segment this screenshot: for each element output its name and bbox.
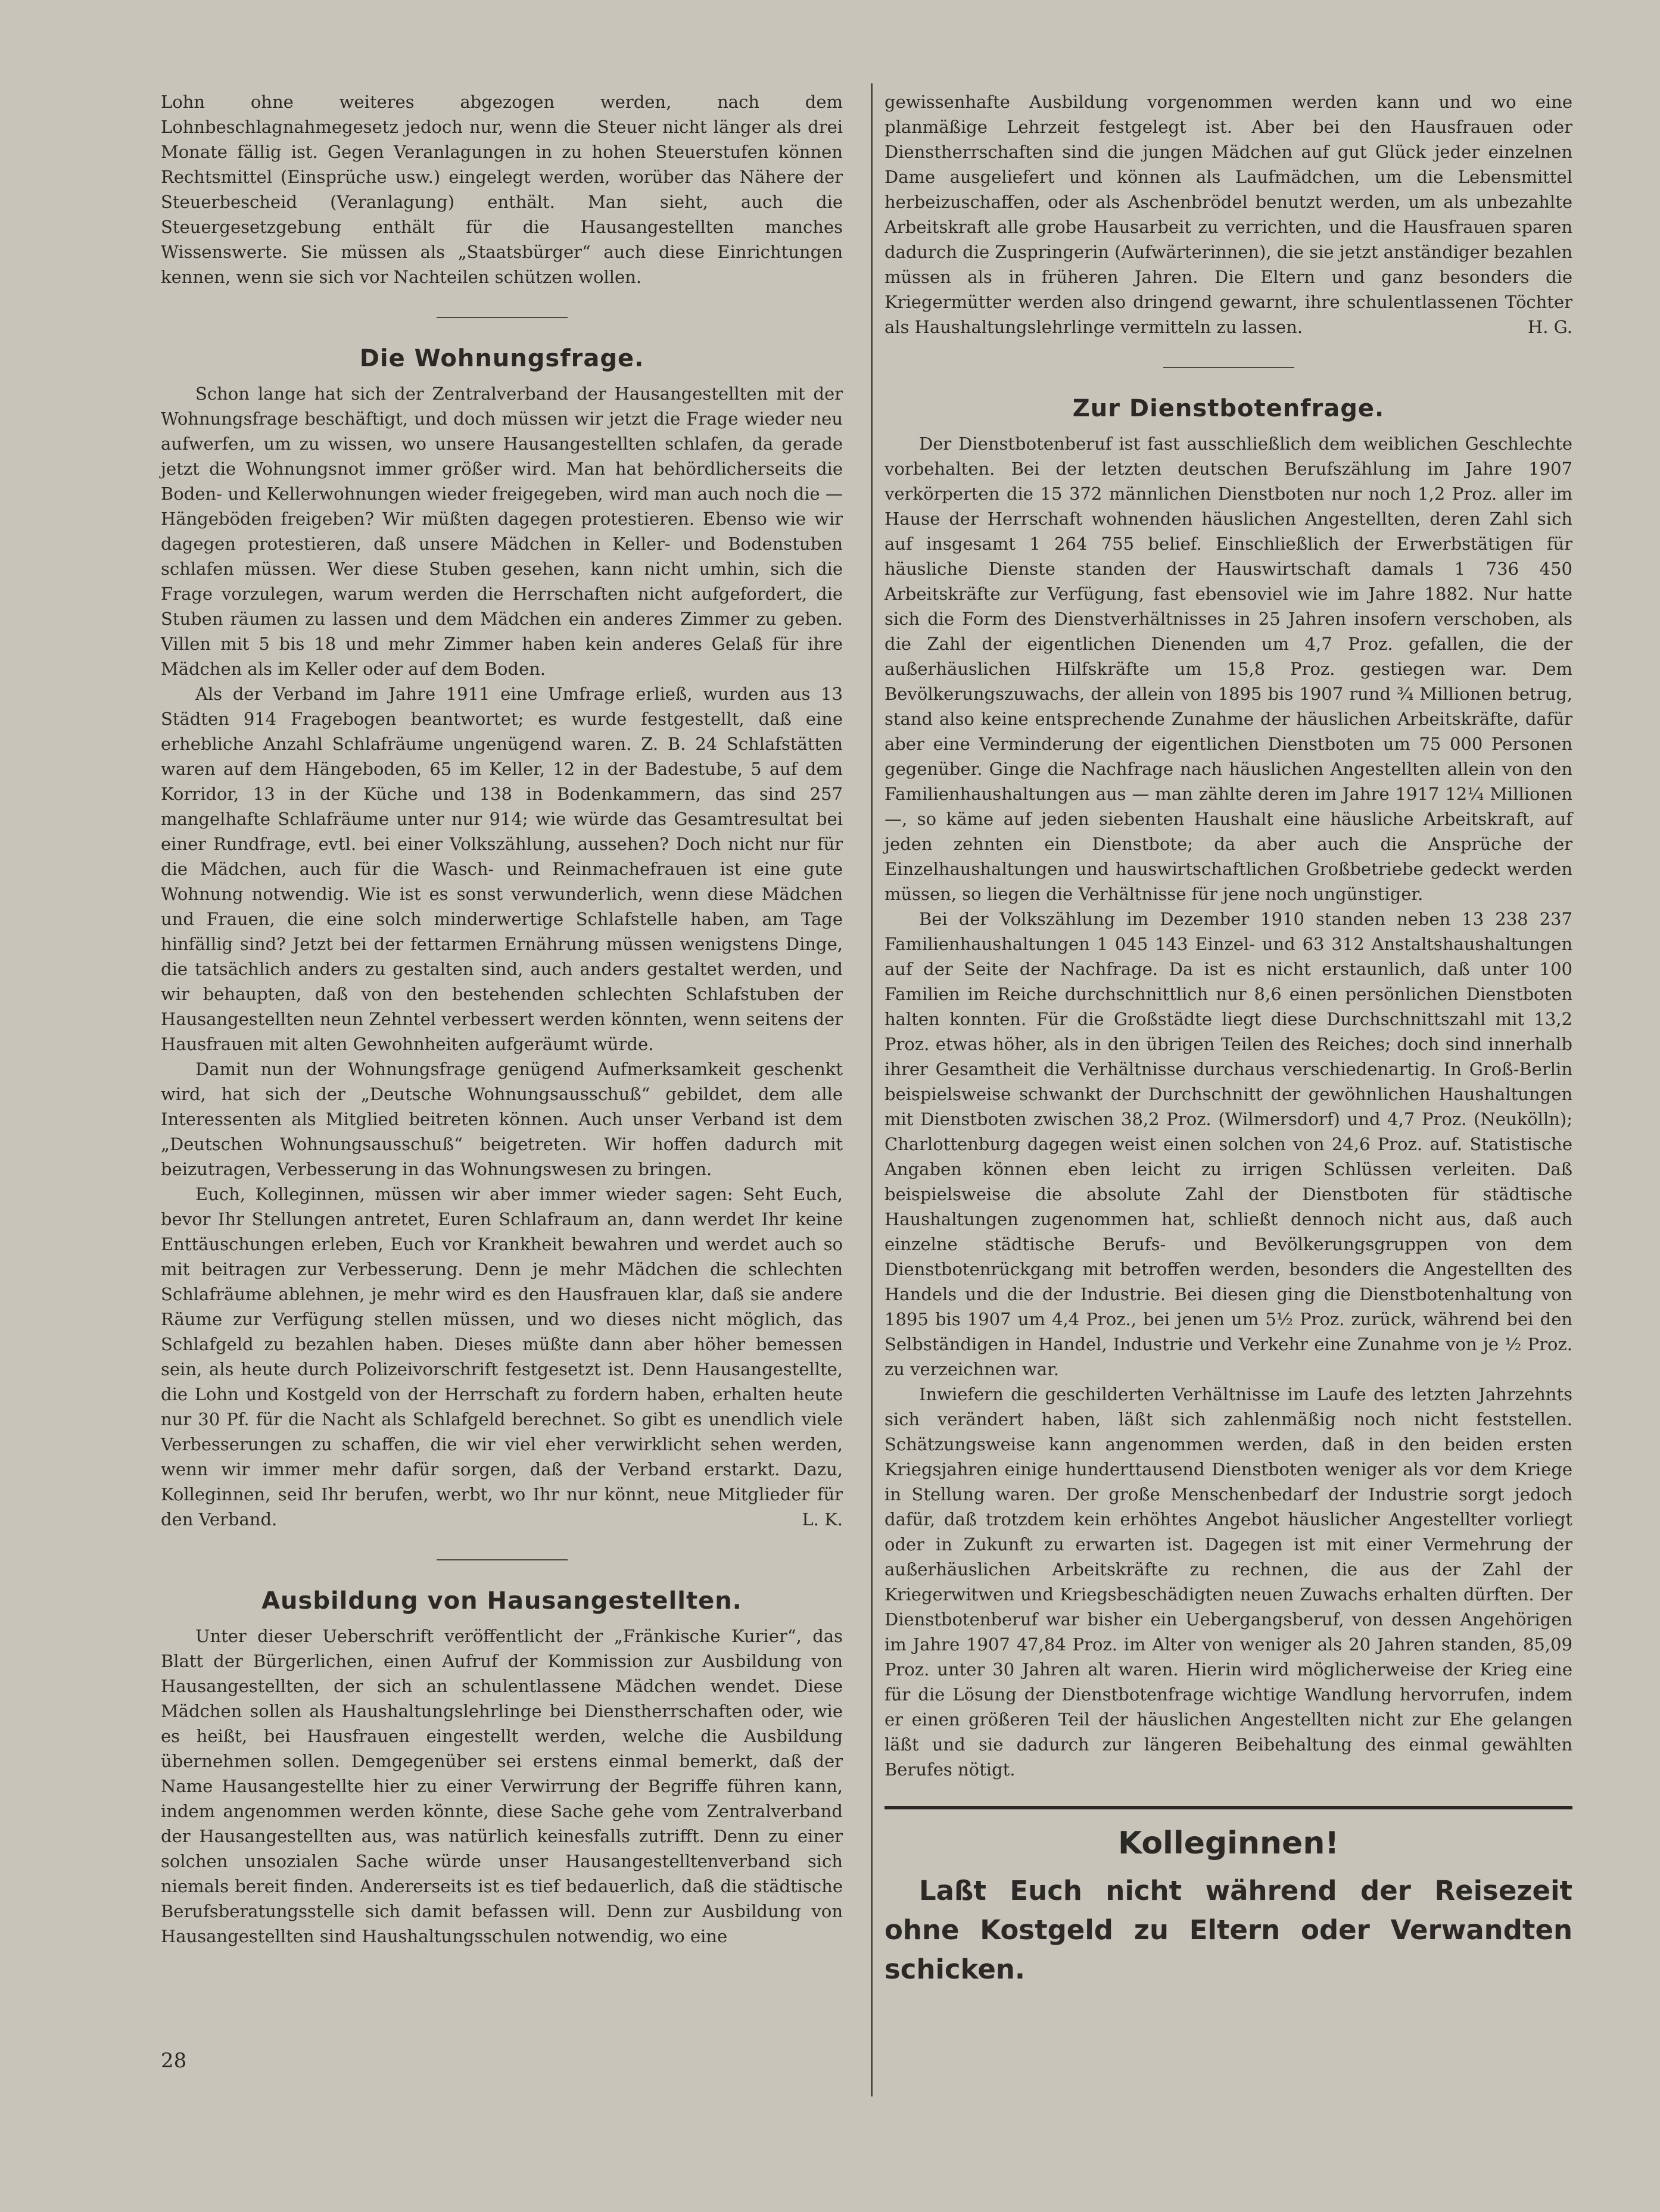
article-title-ausbildung: Ausbildung von Hausangestellten. — [261, 1587, 742, 1615]
continuation-paragraph — [884, 89, 1572, 339]
article-paragraph: Inwiefern die geschilderten Verhältnisse im Laufe des letzten Jahrzehnts sich verändert haben, läßt sich zahlenmäßig noch nicht feststellen. Schätzungsweise kann angenommen werden, daß in den beiden ersten Kriegsjahren einige hunderttausend Dienstboten weniger als vor dem Kriege in Stellung waren. Der große Menschenbedarf der Industrie sorgt jedoch dafür, daß trotzdem kein erhöhtes Angebot häuslicher Angestellter vorliegt oder in Zukunft zu erwarten ist. Dagegen ist mit einer Vermehrung der außerhäuslichen Arbeitskräfte zu rechnen, die aus der Zahl der Kriegerwitwen und Kriegsbeschädigten neuen Zuwachs erhalten dürften. Der Dienstbotenberuf war bisher ein Uebergangsberuf, von dessen Angehörigen im Jahre 1907 47,84 Proz. im Alter von weniger als 20 Jahren standen, 85,09 Proz. unter 30 Jahren alt waren. Hierin wird möglicherweise der Krieg eine für die Lösung der Dienstbotenfrage wichtige Wandlung hervorrufen, indem er einen größeren Teil der häuslichen Angestellten nicht zur Ehe gelangen läßt und sie dadurch zur längeren Beibehaltung des einmal gewählten Berufes nötigt. — [884, 1384, 1572, 1780]
article-title-wohnungsfrage: Die Wohnungsfrage. — [359, 345, 644, 372]
intro-paragraph: Lohn ohne weiteres abgezogen werden, nach dem Lohnbeschlagnahmegesetz jedoch nur, wenn die Steuer nicht länger als drei Monate fällig ist. Gegen Veranlagungen in zu hohen Steuerstufen können Rechtsmittel (Einsprüche usw.) eingelegt werden, worüber das Nähere der Steuerbescheid (Veranlagung) enthält. Man sieht, auch die Steuergesetzgebung enthält für die Hausangestellten manches Wissenswerte. Sie müssen als „Staatsbürger“ auch diese Einrichtungen kennen, wenn sie sich vor Nachteilen schützen wollen. — [161, 92, 843, 287]
article-paragraph: Der Dienstbotenberuf ist fast ausschließlich dem weiblichen Geschlechte vorbehalten. Bei der letzten deutschen Berufszählung im Jahre 1907 verkörperten die 15 372 männlichen Dienstboten nur noch 1,2 Proz. aller im Hause der Herrschaft wohnenden häuslichen Angestellten, deren Zahl sich auf insgesamt 1 264 755 belief. Einschließlich der Erwerbstätigen für häusliche Dienste standen der Hauswirtschaft damals 1 736 450 Arbeitskräfte zur Verfügung, fast ebensoviel wie im Jahre 1882. Nur hatte sich die Form des Dienstverhältnisses in 25 Jahren insofern verschoben, als die Zahl der eigentlichen Dienenden um 4,7 Proz. gefallen, die der außerhäuslichen Hilfskräfte um 15,8 Proz. gestiegen war. Dem Bevölkerungszuwachs, der allein von 1895 bis 1907 rund ¾ Millionen betrug, stand also keine entsprechende Zunahme der häuslichen Arbeitskräfte, dafür aber eine Verminderung der eigentlichen Dienstboten um 75 000 Personen gegenüber. Ginge die Nachfrage nach häuslichen Angestellten allein von den Familienhaushaltungen aus — man zählte deren im Jahre 1917 12¼ Millionen —, so käme auf jeden siebenten Haushalt eine häusliche Arbeitskraft, auf jeden zehnten ein Dienstbote; da aber auch die Ansprüche der Einzelhaushaltungen und hauswirtschaftlichen Großbetriebe gedeckt werden müssen, so liegen die Verhältnisse für jene noch ungünstiger. — [884, 434, 1572, 904]
signature: H. G. — [1527, 317, 1572, 337]
article-paragraph: Damit nun der Wohnungsfrage genügend Aufmerksamkeit geschenkt wird, hat sich der „Deutsche Wohnungsausschuß“ gebildet, dem alle Interessenten als Mitglied beitreten können. Auch unser Verband ist dem „Deutschen Wohnungsausschuß“ beigetreten. Wir hoffen dadurch mit beizutragen, Verbesserung in das Wohnungswesen zu bringen. — [161, 1059, 843, 1179]
separator-line — [437, 1559, 568, 1560]
left-column — [161, 89, 843, 1949]
article-title-dienstbotenfrage: Zur Dienstbotenfrage. — [1072, 395, 1385, 422]
paragraph-text: Euch, Kolleginnen, müssen wir aber immer wieder sagen: Seht Euch, bevor Ihr Stellungen antretet, Euren Schlafraum an, dann werdet Ihr keine Enttäuschungen erleben, Euch vor Krankheit bewahren und werdet auch so mit beitragen zur Verbesserung. Denn je mehr Mädchen die schlechten Schlafräume ablehnen, je mehr wird es den Hausfrauen klar, daß sie andere Räume zur Verfügung stellen müssen, und wo dieses nicht möglich, das Schlafgeld zu bezahlen haben. Dieses müßte dann aber höher bemessen sein, als heute durch Polizeivorschrift festgesetzt ist. Denn Hausangestellte, die Lohn und Kostgeld von der Herrschaft zu fordern haben, erhalten heute nur 30 Pf. für die Nacht als Schlafgeld berechnet. So gibt es unendlich viele Verbesserungen zu schaffen, die wir viel eher verwirklicht sehen werden, wenn wir immer mehr dafür sorgen, daß der Verband erstarkt. Dazu, Kolleginnen, seid Ihr berufen, werbt, wo Ihr nur könnt, neue Mitglieder für den Verband. — [161, 1184, 843, 1529]
article-paragraph: Als der Verband im Jahre 1911 eine Umfrage erließ, wurden aus 13 Städten 914 Fragebogen beantwortet; es wurde festgestellt, daß eine erhebliche Anzahl Schlafräume ungenügend waren. Z. B. 24 Schlafstätten waren auf dem Hängeboden, 65 im Keller, 12 in der Badestube, 5 auf dem Korridor, 13 in der Küche und 138 in Bodenkammern, das sind 257 mangelhafte Schlafräume unter nur 914; wie würde das Gesamtresultat bei einer Rundfrage, evtl. bei einer Volkszählung, aussehen? Doch nicht nur für die Mädchen, auch für die Wasch- und Reinmachefrauen ist eine gute Wohnung notwendig. Wie ist es sonst verwunderlich, wenn diese Mädchen und Frauen, die eine solch minderwertige Schlafstelle haben, am Tage hinfällig sind? Jetzt bei der fettarmen Ernährung müssen wenigstens Dinge, die tatsächlich anders zu gestalten sind, auch anders gestaltet werden, und wir behaupten, daß von den bestehenden schlechten Schlafstuben der Hausangestellten neun Zehntel verbessert werden könnten, wenn seitens der Hausfrauen mit alten Gewohnheiten aufgeräumt würde. — [161, 684, 843, 1054]
heavy-rule — [884, 1806, 1572, 1809]
notice-text: Laßt Euch nicht während der Reisezeit ohne Kostgeld zu Eltern oder Verwandten schicken. — [884, 1875, 1572, 1985]
separator-line — [1163, 367, 1294, 368]
article-paragraph: Unter dieser Ueberschrift veröffentlicht der „Fränkische Kurier“, das Blatt der Bürgerlichen, einen Aufruf der Kommission zur Ausbildung von Hausangestellten, der sich an schulentlassene Mädchen wendet. Diese Mädchen sollen als Haushaltungslehrlinge bei Dienstherrschaften oder, wie es heißt, bei Hausfrauen eingestellt werden, welche die Ausbildung übernehmen sollen. Demgegenüber sei erstens einmal bemerkt, daß der Name Hausangestellte hier zu einer Verwirrung der Begriffe führen kann, indem angenommen werden könnte, diese Sache gehe vom Zentralverband der Hausangestellten aus, was natürlich keinesfalls zutrifft. Denn zu einer solchen unsozialen Sache würde unser Hausangestelltenverband sich niemals bereit finden. Andererseits ist es tief bedauerlich, daß die städtische Berufsberatungsstelle sich damit befassen will. Denn zur Ausbildung von Hausangestellten sind Haushaltungsschulen notwendig, wo eine — [161, 1626, 843, 1946]
article-paragraph — [161, 1182, 843, 1532]
paragraph-text: gewissenhafte Ausbildung vorgenommen werden kann und wo eine planmäßige Lehrzeit festgelegt ist. Aber bei den Hausfrauen oder Dienstherrschaften sind die jungen Mädchen auf gut Glück jeder einzelnen Dame ausgeliefert und können als Laufmädchen, um die Lebensmittel herbeizuschaffen, oder als Aschenbrödel benutzt werden, um als unbezahlte Arbeitskraft alle grobe Hausarbeit zu verrichten, und die Hausfrauen sparen dadurch die Zuspringerin (Aufwärterinnen), die sie jetzt anständiger bezahlen müssen als in früheren Jahren. Die Eltern und ganz besonders die Kriegermütter werden also dringend gewarnt, ihre schulentlassenen Töchter als Haushaltungslehrlinge vermitteln zu lassen. — [884, 92, 1572, 337]
right-column — [884, 89, 1572, 1989]
article-paragraph: Bei der Volkszählung im Dezember 1910 standen neben 13 238 237 Familienhaushaltungen 1 045 143 Einzel- und 63 312 Anstaltshaushaltungen auf der Seite der Nachfrage. Da ist es nicht erstaunlich, daß unter 100 Familien im Reiche durchschnittlich nur 8,6 einen persönlichen Dienstboten halten konnten. Für die Großstädte liegt diese Durchschnittszahl mit 13,2 Proz. etwas höher, als in den übrigen Teilen des Reiches; doch sind innerhalb ihrer Gesamtheit die Verhältnisse durchaus verschiedenartig. In Groß-Berlin beispielsweise schwankt der Durchschnitt der gewöhnlichen Haushaltungen mit Dienstboten zwischen 38,2 Proz. (Wilmersdorf) und 4,7 Proz. (Neukölln); Charlottenburg dagegen weist einen solchen von 24,6 Proz. auf. Statistische Angaben können eben leicht zu irrigen Schlüssen verleiten. Daß beispielsweise die absolute Zahl der Dienstboten für städtische Haushaltungen zugenommen hat, schließt dennoch nicht aus, daß auch einzelne städtische Berufs- und Bevölkerungsgruppen von dem Dienstbotenrückgang mit betroffen werden, besonders die Angestellten des Handels und die der Industrie. Bei diesen ging die Dienstbotenhaltung von 1895 bis 1907 um 4,4 Proz., bei jenen um 5½ Proz. zurück, während bei den Selbständigen in Handel, Industrie und Verkehr eine Zunahme von je ½ Proz. zu verzeichnen war. — [884, 909, 1572, 1379]
separator-line — [437, 317, 568, 318]
article-paragraph: Schon lange hat sich der Zentralverband der Hausangestellten mit der Wohnungsfrage beschäftigt, und doch müssen wir jetzt die Frage wieder neu aufwerfen, um zu wissen, wo unsere Hausangestellten schlafen, da gerade jetzt die Wohnungsnot immer größer wird. Man hat behördlicherseits die Boden- und Kellerwohnungen wieder freigegeben, wird man auch noch die — Hängeböden freigeben? Wir müßten dagegen protestieren. Ebenso wie wir dagegen protestieren, daß unsere Mädchen in Keller- und Bodenstuben schlafen müssen. Wer diese Stuben gesehen, kann nicht umhin, sich die Frage vorzulegen, warum werden die Herrschaften nicht aufgefordert, die Stuben räumen zu lassen und dem Mädchen ein anderes Zimmer zu geben. Villen mit 5 bis 18 und mehr Zimmer haben kein anderes Gelaß für ihre Mädchen als im Keller oder auf dem Boden. — [161, 384, 843, 679]
notice-box — [884, 1825, 1572, 1989]
column-divider — [871, 83, 873, 2096]
signature: L. K. — [802, 1509, 843, 1529]
notice-title: Kolleginnen! — [1117, 1825, 1340, 1861]
page-number: 28 — [161, 2049, 187, 2073]
